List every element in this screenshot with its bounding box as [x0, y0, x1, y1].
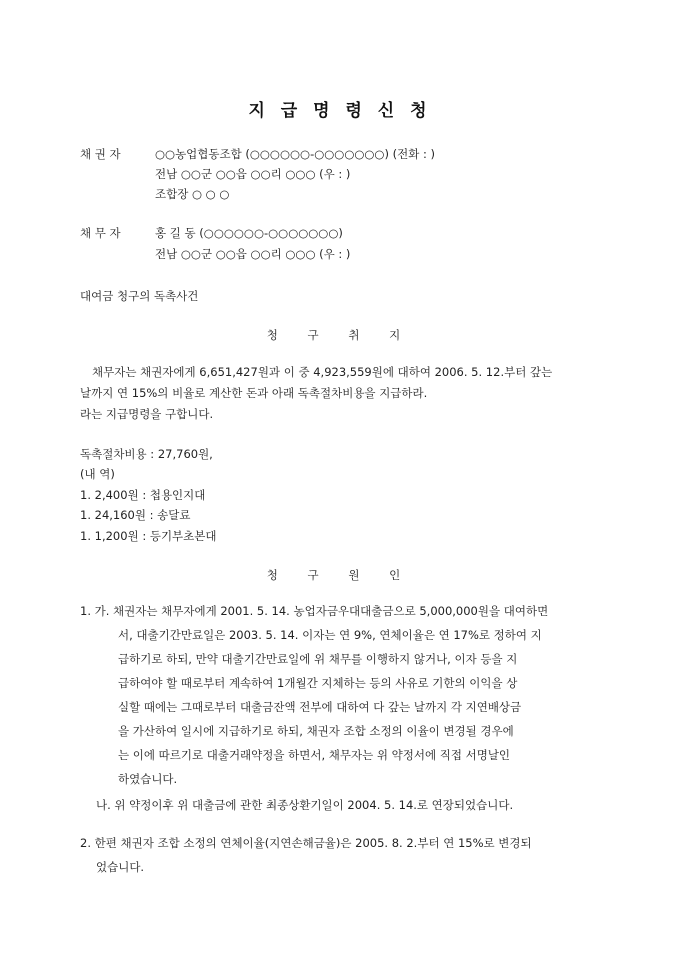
creditor-label: 채 권 자 [80, 147, 121, 161]
claim-purpose-line: 라는 지급명령을 구합니다. [80, 407, 214, 421]
costs-breakdown-label: (내 역) [80, 467, 115, 481]
claim-cause-line: 었습니다. [96, 860, 145, 874]
debtor-label: 채 무 자 [80, 226, 121, 240]
debtor-name-line: 홍 길 동 (○○○○○○-○○○○○○○) [155, 226, 343, 240]
claim-purpose-heading: 청 구 취 지 [266, 328, 414, 342]
cost-item: 1. 2,400원 : 첩용인지대 [80, 488, 206, 502]
claim-cause-line: 2. 한편 채권자 조합 소정의 연체이율(지연손해금율)은 2005. 8. 2.부터 연 15%로 변경되 [80, 836, 532, 850]
creditor-name-line: ○○농업협동조합 (○○○○○○-○○○○○○○) (전화 : ) [155, 147, 435, 161]
claim-cause-line: 급하기로 하되, 만약 대출기간만료일에 위 채무를 이행하지 않거나, 이자 등을 지 [118, 652, 518, 666]
claim-cause-line: 서, 대출기간만료일은 2003. 5. 14. 이자는 연 9%, 연체이율은 연 17%로 정하여 지 [118, 628, 542, 642]
creditor-address: 전남 ○○군 ○○읍 ○○리 ○○○ (우 : ) [155, 167, 351, 181]
claim-cause-line: 급하여야 할 때로부터 계속하여 1개월간 지체하는 등의 사유로 기한의 이익을 상 [118, 676, 518, 690]
claim-cause-line: 1. 가. 채권자는 채무자에게 2001. 5. 14. 농업자금우대대출금으로 5,000,000원을 대여하면 [80, 604, 549, 618]
cost-item: 1. 1,200원 : 등기부초본대 [80, 529, 217, 543]
claim-cause-line: 실할 때에는 그때로부터 대출금잔액 전부에 대하여 다 갚는 날까지 각 지연배상금 [118, 700, 522, 714]
claim-purpose-line: 날까지 연 15%의 비율로 계산한 돈과 아래 독촉절차비용을 지급하라. [80, 386, 428, 400]
claim-cause-item-na: 나. 위 약정이후 위 대출금에 관한 최종상환기일이 2004. 5. 14.로 연장되었습니다. [96, 798, 514, 812]
claim-cause-line: 하였습니다. [118, 772, 178, 786]
claim-cause-line: 는 이에 따르기로 대출거래약정을 하면서, 채무자는 위 약정서에 직접 서명날인 [118, 748, 511, 762]
costs-total: 독촉절차비용 : 27,760원, [80, 447, 213, 461]
document-title: 지 급 명 령 신 청 [248, 101, 432, 121]
cost-item: 1. 24,160원 : 송달료 [80, 508, 191, 522]
debtor-address: 전남 ○○군 ○○읍 ○○리 ○○○ (우 : ) [155, 247, 351, 261]
claim-cause-heading: 청 구 원 인 [266, 568, 414, 582]
claim-purpose-line: 채무자는 채권자에게 6,651,427원과 이 중 4,923,559원에 대하여 2006. 5. 12.부터 갚는 [92, 365, 553, 379]
claim-cause-line: 을 가산하여 일시에 지급하기로 하되, 채권자 조합 소정의 이율이 변경될 경우에 [118, 724, 514, 738]
creditor-representative: 조합장 ○ ○ ○ [155, 187, 230, 201]
case-name: 대여금 청구의 독촉사건 [80, 289, 199, 303]
